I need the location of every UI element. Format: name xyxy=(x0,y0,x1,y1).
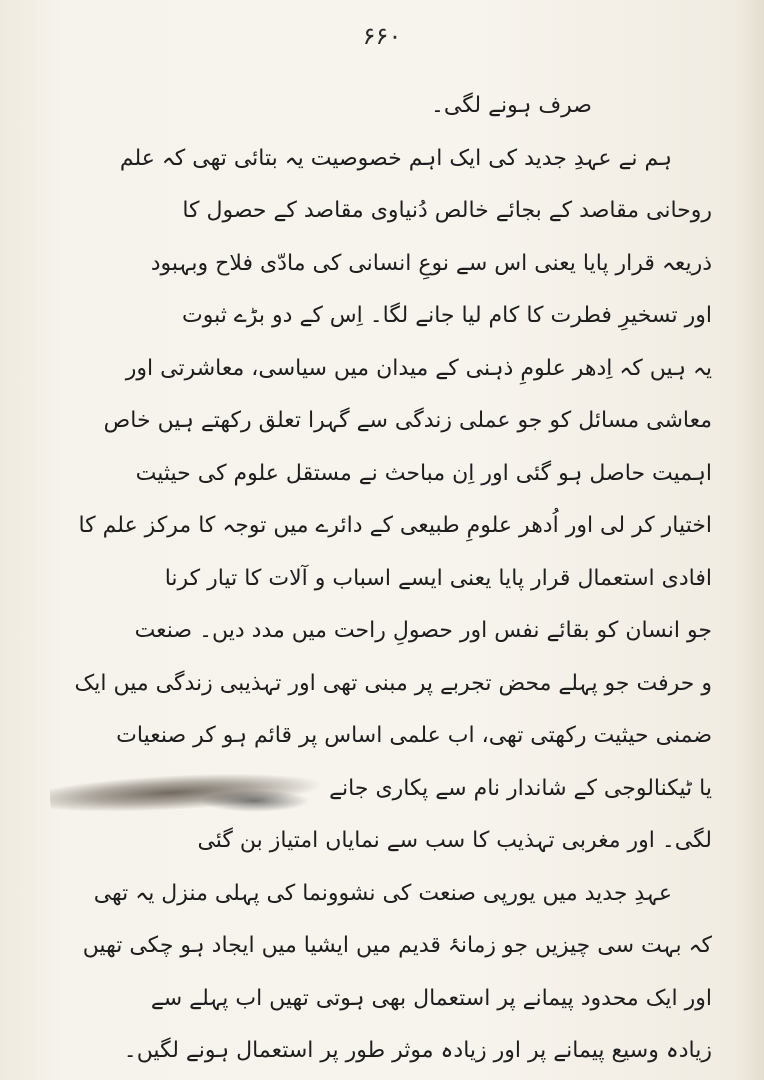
text-line: عہدِ جدید میں یورپی صنعت کی نشوونما کی پہلی منزل یہ تھی xyxy=(93,880,672,906)
text-line: اہمیت حاصل ہو گئی اور اِن مباحث نے مستقل علوم کی حیثیت xyxy=(135,460,712,486)
text-line: معاشی مسائل کو جو عملی زندگی سے گہرا تعلق رکھتے ہیں خاص xyxy=(103,408,712,433)
page-number: ۶۶۰ xyxy=(362,22,402,50)
text-line: روحانی مقاصد کے بجائے خالص دُنیاوی مقاصد کے حصول کا xyxy=(182,198,712,223)
text-line: اور تسخیرِ فطرت کا کام لیا جانے لگا۔ اِس کے دو بڑے ثبوت xyxy=(182,303,712,328)
text-line: اور ایک محدود پیمانے پر استعمال بھی ہوتی تھیں اب پہلے سے xyxy=(150,985,712,1011)
text-line: ضمنی حیثیت رکھتی تھی، اب علمی اساس پر قائم ہو کر صنعیات xyxy=(116,723,712,748)
handwritten-text-block xyxy=(52,80,712,1078)
ink-smudge-tail xyxy=(200,790,310,812)
text-line: صرف ہونے لگی۔ xyxy=(431,93,592,118)
text-line: یہ ہیں کہ اِدھر علومِ ذہنی کے میدان میں سیاسی، معاشرتی اور xyxy=(125,355,712,381)
text-line: ذریعہ قرار پایا یعنی اس سے نوعِ انسانی کی مادّی فلاح وبہبود xyxy=(150,250,712,276)
text-line: زیادہ وسیع پیمانے پر اور زیادہ موثر طور پر استعمال ہونے لگیں۔ xyxy=(123,1038,712,1063)
text-line: یا ٹیکنالوجی کے شاندار نام سے پکاری جانے xyxy=(329,775,712,801)
text-line: افادی استعمال قرار پایا یعنی ایسے اسباب و آلات کا تیار کرنا xyxy=(164,565,712,591)
text-line: کہ بہت سی چیزیں جو زمانۂ قدیم میں ایشیا میں ایجاد ہو چکی تھیں xyxy=(82,933,712,958)
text-line: اختیار کر لی اور اُدھر علومِ طبیعی کے دائرے میں توجہ کا مرکز علم کا xyxy=(78,513,712,538)
text-line: ہم نے عہدِ جدید کی ایک اہم خصوصیت یہ بتائی تھی کہ علم xyxy=(119,145,672,171)
text-line: و حرفت جو پہلے محض تجربے پر مبنی تھی اور تہذیبی زندگی میں ایک xyxy=(74,670,712,696)
text-line: جو انسان کو بقائے نفس اور حصولِ راحت میں مدد دیں۔ صنعت xyxy=(134,618,712,643)
text-line: لگی۔ اور مغربی تہذیب کا سب سے نمایاں امتیاز بن گئی xyxy=(197,828,712,853)
